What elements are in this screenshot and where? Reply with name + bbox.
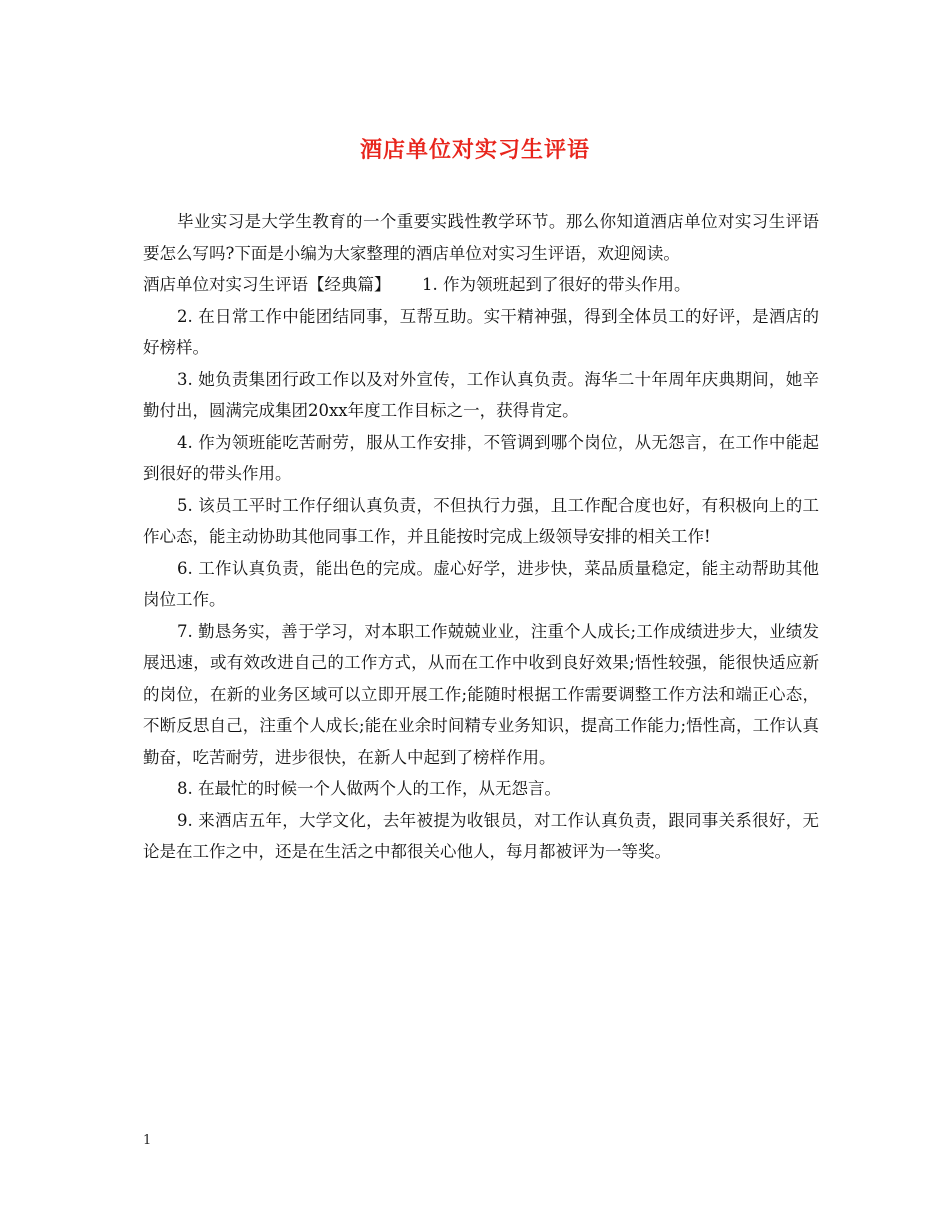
document-title: 酒店单位对实习生评语 <box>359 137 590 163</box>
section-heading: 酒店单位对实习生评语【经典篇】 <box>143 275 391 294</box>
intro-paragraph: 毕业实习是大学生教育的一个重要实践性教学环节。那么你知道酒店单位对实习生评语要怎么写吗?下面是小编为大家整理的酒店单位对实习生评语，欢迎阅读。 <box>143 212 819 263</box>
document-body <box>143 206 819 868</box>
list-item: 8. 在最忙的时候一个人做两个人的工作，从无怨言。 <box>177 779 561 798</box>
list-item: 7. 勤恳务实，善于学习，对本职工作兢兢业业，注重个人成长;工作成绩进步大，业绩发展迅速，或有效改进自己的工作方式，从而在工作中收到良好效果;悟性较强，能很快适应新的岗位，在新的业务区域可以立即开展工作;能随时根据工作需要调整工作方法和端正心态，不断反思自己，注重个人成长;能在业余时间精专业务知识，提高工作能力;悟性高，工作认真勤奋，吃苦耐劳，进步很快，在新人中起到了榜样作用。 <box>143 621 819 767</box>
section-heading-line <box>143 269 819 301</box>
list-item: 9. 来酒店五年，大学文化，去年被提为收银员，对工作认真负责，跟同事关系很好，无论是在工作之中，还是在生活之中都很关心他人，每月都被评为一等奖。 <box>143 810 819 861</box>
list-item: 5. 该员工平时工作仔细认真负责，不但执行力强，且工作配合度也好，有积极向上的工作心态，能主动协助其他同事工作，并且能按时完成上级领导安排的相关工作! <box>143 495 819 546</box>
list-item: 6. 工作认真负责，能出色的完成。虚心好学，进步快，菜品质量稳定，能主动帮助其他岗位工作。 <box>143 558 819 609</box>
page-number: 1 <box>143 1133 152 1148</box>
list-item: 3. 她负责集团行政工作以及对外宣传，工作认真负责。海华二十年周年庆典期间，她辛勤付出，圆满完成集团20xx年度工作目标之一，获得肯定。 <box>143 369 819 420</box>
list-item: 1. 作为领班起到了很好的带头作用。 <box>421 275 691 294</box>
list-item: 4. 作为领班能吃苦耐劳，服从工作安排，不管调到哪个岗位，从无怨言，在工作中能起到很好的带头作用。 <box>143 432 819 483</box>
list-item: 2. 在日常工作中能团结同事，互帮互助。实干精神强，得到全体员工的好评，是酒店的好榜样。 <box>143 306 819 357</box>
